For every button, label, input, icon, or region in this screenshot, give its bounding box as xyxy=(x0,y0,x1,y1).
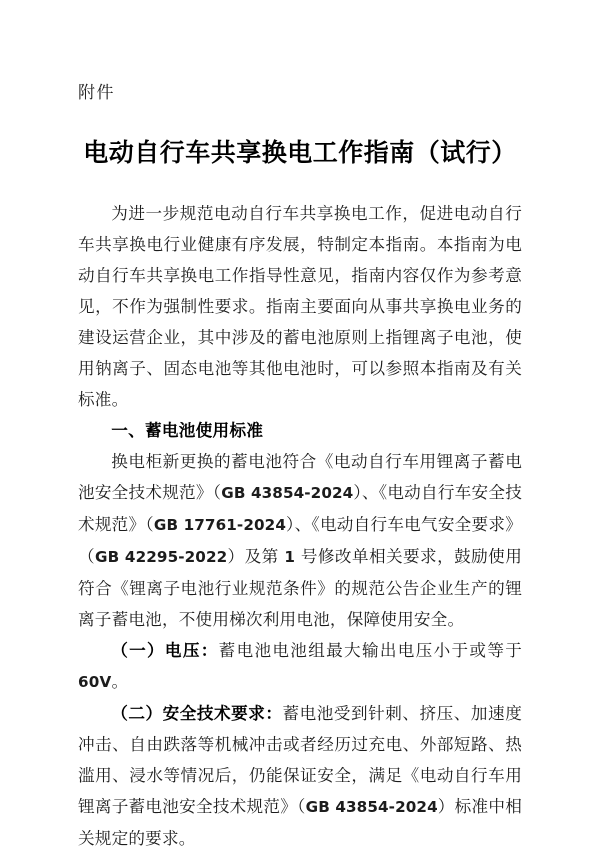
list-item-safety-text: 蓄电池受到针刺、挤压、加速度冲击、自由跌落等机械冲击或者经历过充电、外部短路、热滥用、浸水等情况后，仍能保证安全，满足《电动自行车用锂离子蓄电池安全技术规范》（ xyxy=(78,704,522,816)
list-item-safety-requirements xyxy=(78,698,522,854)
voltage-value: 60V xyxy=(78,673,112,691)
standards-text-part-3: ）、《电动自行车电气安全要求》（ xyxy=(78,515,522,566)
standards-text-part-2: ）、《电动自行车安全技术规范》（ xyxy=(78,483,522,534)
standards-text-part-1: 换电柜新更换的蓄电池符合《电动自行车用锂离子蓄电池安全技术规范》（ xyxy=(78,452,522,502)
standard-code-gb-42295: GB 42295-2022 xyxy=(95,548,228,566)
standard-code-gb-43854-ref: GB 43854-2024 xyxy=(305,798,438,816)
standard-code-gb-43854: GB 43854-2024 xyxy=(221,484,354,502)
list-item-voltage xyxy=(78,635,522,698)
list-item-safety-text-end: ）标准中相关规定的要求。 xyxy=(78,797,523,848)
list-item-safety-label: （二）安全技术要求 xyxy=(111,703,266,723)
standards-text-part-4: ）及第 xyxy=(227,547,285,566)
standard-code-gb-17761: GB 17761-2024 xyxy=(153,516,286,534)
amendment-number: 1 xyxy=(284,548,296,566)
section-heading-battery-standards: 一、蓄电池使用标准 xyxy=(111,421,264,440)
standards-text-part-5: 号修改单相关要求，鼓励使用符合《锂离子电池行业规范条件》的规范公告企业生产的锂离子蓄电池，不使用梯次利用电池，保障使用安全。 xyxy=(78,547,523,629)
paragraph-introduction: 为进一步规范电动自行车共享换电工作，促进电动自行车共享换电行业健康有序发展，特制定本指南。本指南为电动自行车共享换电工作指导性意见，指南内容仅作为参考意见，不作为强制性要求。指南主要面向从事共享换电业务的建设运营企业，其中涉及的蓄电池原则上指锂离子电池，使用钠离子、固态电池等其他电池时，可以参照本指南及有关标准。 xyxy=(78,204,522,409)
attachment-label: 附件 xyxy=(78,83,115,103)
list-item-voltage-text: 蓄电池电池组最大输出电压小于或等于 xyxy=(218,641,523,660)
list-item-safety-separator: ： xyxy=(265,703,283,723)
paragraph-battery-standards xyxy=(78,446,522,635)
list-item-voltage-label: （一）电压 xyxy=(111,640,201,660)
list-item-voltage-separator: ： xyxy=(200,640,219,660)
list-item-voltage-text-end: 。 xyxy=(111,672,129,691)
page-title: 电动自行车共享换电工作指南（试行） xyxy=(83,138,517,167)
